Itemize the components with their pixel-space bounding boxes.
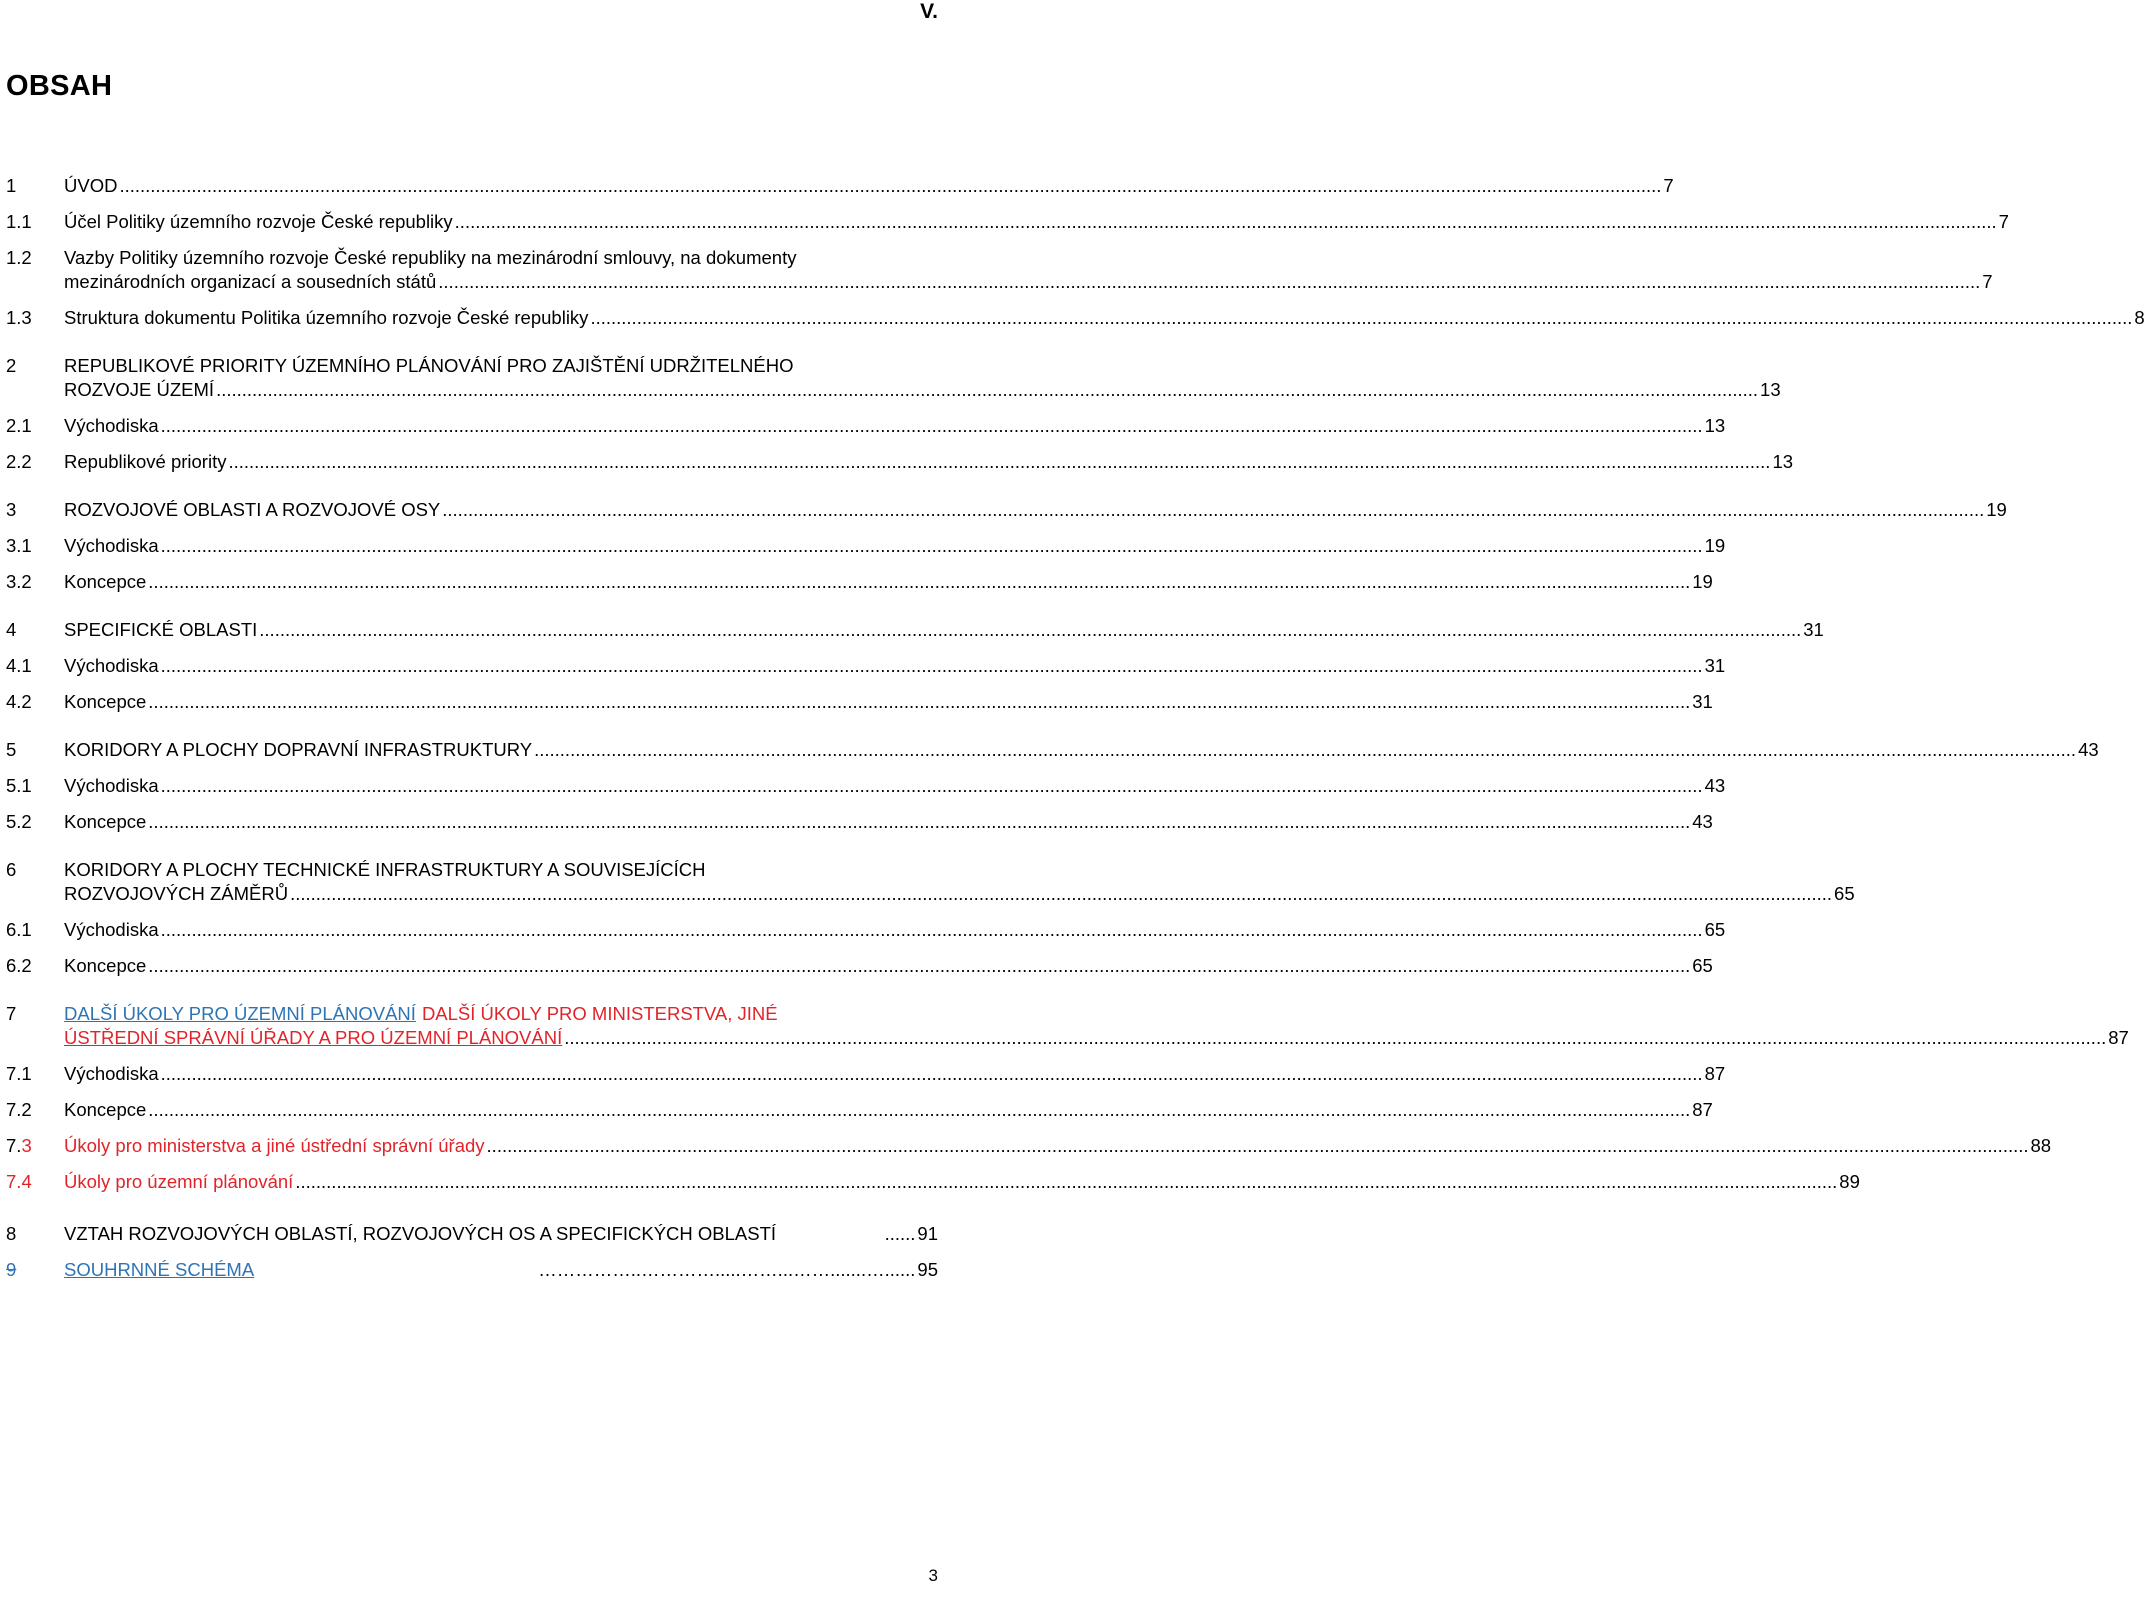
toc-entry-number: 4.2 bbox=[6, 691, 32, 712]
toc-entry-deleted-text: DALŠÍ ÚKOLY PRO ÚZEMNÍ PLÁNOVÁNÍ bbox=[64, 1003, 416, 1024]
dot-leader: ............................................................................................................................................................................................................................................................................................................ bbox=[442, 499, 1985, 520]
toc-entry-number: 7.1 bbox=[6, 1063, 32, 1084]
dot-leader: ............................................................................................................................................................................................................................................................................................................ bbox=[290, 883, 1833, 904]
toc-entry-number: 2 bbox=[6, 355, 17, 376]
toc-entry-page: 8 bbox=[2134, 307, 2145, 328]
toc-entry-page: 87 bbox=[1692, 1099, 1713, 1120]
toc-entry-text: ROZVOJE ÚZEMÍ bbox=[64, 379, 215, 400]
toc-entry-page: 7 bbox=[1663, 175, 1674, 196]
dot-leader: ............................................................................................................................................................................................................................................................................................................ bbox=[534, 739, 2077, 760]
toc-entry-number: 1.3 bbox=[6, 307, 32, 328]
toc-entry-number: 4 bbox=[6, 619, 17, 640]
dot-leader: ............................................................................................................................................................................................................................................................................................................ bbox=[160, 1063, 1703, 1084]
toc-entry-page: 31 bbox=[1692, 691, 1713, 712]
dot-leader: ............................................................................................................................................................................................................................................................................................................ bbox=[160, 919, 1703, 940]
toc-entry-number: 9 bbox=[6, 1259, 17, 1280]
toc-entry-page: 65 bbox=[1692, 955, 1713, 976]
toc-entry-page: 43 bbox=[1692, 811, 1713, 832]
toc-entry-number bbox=[6, 1170, 32, 1194]
toc-entry-text: mezinárodních organizací a sousedních států bbox=[64, 271, 437, 292]
dot-leader: ............................................................................................................................................................................................................................................................................................................ bbox=[564, 1027, 2107, 1048]
toc-entry-number: 6 bbox=[6, 859, 17, 880]
toc-entry-text-line1: KORIDORY A PLOCHY TECHNICKÉ INFRASTRUKTURY A SOUVISEJÍCÍCH bbox=[64, 859, 706, 880]
toc-entry-text: Koncepce bbox=[64, 571, 147, 592]
toc-entry-number: 1.1 bbox=[6, 211, 32, 232]
toc-entry-text: Východiska bbox=[64, 919, 159, 940]
dot-leader: ……………..………….....……...…….......…...... bbox=[538, 1259, 916, 1280]
toc-entry-page: 95 bbox=[917, 1259, 938, 1280]
toc-entry-text: ÚSTŘEDNÍ SPRÁVNÍ ÚŘADY A PRO ÚZEMNÍ PLÁNOVÁNÍ bbox=[64, 1027, 563, 1048]
toc-entry-text: Úkoly pro územní plánování bbox=[64, 1171, 294, 1192]
toc-entry-number: 2.2 bbox=[6, 451, 32, 472]
dot-leader: ............................................................................................................................................................................................................................................................................................................ bbox=[228, 451, 1771, 472]
toc-entry-number: 5.1 bbox=[6, 775, 32, 796]
toc-entry-text: Struktura dokumentu Politika územního rozvoje České republiky bbox=[64, 307, 589, 328]
dot-leader: ............................................................................................................................................................................................................................................................................................................ bbox=[454, 211, 1997, 232]
toc-entry-number-prefix: 7. bbox=[6, 1171, 22, 1192]
dot-leader: ............................................................................................................................................................................................................................................................................................................ bbox=[590, 307, 2133, 328]
toc-entry-text: Republikové priority bbox=[64, 451, 227, 472]
dot-leader: ............................................................................................................................................................................................................................................................................................................ bbox=[160, 415, 1703, 436]
toc-entry-number: 3 bbox=[6, 499, 17, 520]
toc-entry-number: 6.2 bbox=[6, 955, 32, 976]
toc-entry-page: 13 bbox=[1772, 451, 1794, 472]
toc-entry-page: 13 bbox=[1704, 415, 1726, 436]
dot-leader: ............................................................................................................................................................................................................................................................................................................ bbox=[148, 691, 1691, 712]
toc-entry-page: 65 bbox=[1704, 919, 1726, 940]
toc-entry-number: 7.2 bbox=[6, 1099, 32, 1120]
toc-entry-text-line1: REPUBLIKOVÉ PRIORITY ÚZEMNÍHO PLÁNOVÁNÍ PRO ZAJIŠTĚNÍ UDRŽITELNÉHO bbox=[64, 355, 794, 376]
toc-entry-text: Východiska bbox=[64, 415, 159, 436]
toc-entry-number: 1.2 bbox=[6, 247, 32, 268]
toc-entry-number-suffix: 3 bbox=[21, 1135, 32, 1156]
dot-leader: ............................................................................................................................................................................................................................................................................................................ bbox=[160, 535, 1703, 556]
toc-entry-page: 87 bbox=[2108, 1027, 2129, 1048]
toc-entry-text: Koncepce bbox=[64, 691, 147, 712]
toc-entry-number: 3.1 bbox=[6, 535, 32, 556]
toc-entry-text: Koncepce bbox=[64, 955, 147, 976]
dot-leader: ............................................................................................................................................................................................................................................................................................................ bbox=[438, 271, 1981, 292]
toc-entry-inserted-text-line1: DALŠÍ ÚKOLY PRO MINISTERSTVA, JINÉ bbox=[421, 1003, 778, 1024]
toc-entry-number: 8 bbox=[6, 1223, 17, 1244]
toc-entry-text: Koncepce bbox=[64, 811, 147, 832]
toc-entry-text: Východiska bbox=[64, 1063, 159, 1084]
toc-entry-page: 19 bbox=[1704, 535, 1726, 556]
dot-leader: ............................................................................................................................................................................................................................................................................................................ bbox=[148, 1099, 1691, 1120]
toc-entry-number: 7 bbox=[6, 1003, 17, 1024]
toc-entry-page: 31 bbox=[1704, 655, 1726, 676]
toc-entry-text: VZTAH ROZVOJOVÝCH OBLASTÍ, ROZVOJOVÝCH OS A SPECIFICKÝCH OBLASTÍ bbox=[64, 1223, 777, 1244]
toc-entry-text-line1: Vazby Politiky územního rozvoje České republiky na mezinárodní smlouvy, na dokumenty bbox=[64, 247, 797, 268]
toc-entry-page: 19 bbox=[1986, 499, 2007, 520]
toc-entry-page: 19 bbox=[1692, 571, 1713, 592]
toc-entry-number: 5 bbox=[6, 739, 17, 760]
toc-entry-number: 4.1 bbox=[6, 655, 32, 676]
toc-entry-page: 43 bbox=[1704, 775, 1726, 796]
toc-entry-text: Účel Politiky územního rozvoje České republiky bbox=[64, 211, 453, 232]
toc-entry-page: 13 bbox=[1760, 379, 1781, 400]
toc-entry-text: SPECIFICKÉ OBLASTI bbox=[64, 619, 258, 640]
toc-entry-text: ÚVOD bbox=[64, 175, 118, 196]
dot-leader: ............................................................................................................................................................................................................................................................................................................ bbox=[148, 811, 1691, 832]
toc-entry-page: 88 bbox=[2030, 1135, 2052, 1156]
toc-entry-text: KORIDORY A PLOCHY DOPRAVNÍ INFRASTRUKTURY bbox=[64, 739, 533, 760]
page-title: OBSAH bbox=[6, 70, 113, 102]
toc-entry-number: 1 bbox=[6, 175, 17, 196]
toc-entry-text: Východiska bbox=[64, 655, 159, 676]
toc-entry-text: Východiska bbox=[64, 535, 159, 556]
dot-leader: ............................................................................................................................................................................................................................................................................................................ bbox=[148, 955, 1691, 976]
toc-entry-page: 31 bbox=[1803, 619, 1824, 640]
dot-leader: ............................................................................................................................................................................................................................................................................................................ bbox=[295, 1171, 1838, 1192]
toc-entry-page: 89 bbox=[1839, 1171, 1860, 1192]
toc-entry-number: 3.2 bbox=[6, 571, 32, 592]
dot-leader: ............................................................................................................................................................................................................................................................................................................ bbox=[259, 619, 1802, 640]
toc-entry-text: ROZVOJOVÉ OBLASTI A ROZVOJOVÉ OSY bbox=[64, 499, 441, 520]
toc-entry-page: 43 bbox=[2078, 739, 2099, 760]
toc-entry-page: 7 bbox=[1982, 271, 1993, 292]
dot-leader: ............................................................................................................................................................................................................................................................................................................ bbox=[486, 1135, 2029, 1156]
dot-leader: ............................................................................................................................................................................................................................................................................................................ bbox=[148, 571, 1691, 592]
dot-leader: ...... bbox=[884, 1223, 916, 1244]
toc-entry-number: 2.1 bbox=[6, 415, 32, 436]
toc-entry-page: 91 bbox=[917, 1223, 938, 1244]
toc-entry-page: 65 bbox=[1834, 883, 1855, 904]
document-corner-mark: V. bbox=[920, 0, 938, 23]
toc-entry-text: Východiska bbox=[64, 775, 159, 796]
dot-leader: ............................................................................................................................................................................................................................................................................................................ bbox=[160, 655, 1703, 676]
dot-leader: ............................................................................................................................................................................................................................................................................................................ bbox=[216, 379, 1759, 400]
dot-leader: ............................................................................................................................................................................................................................................................................................................ bbox=[160, 775, 1703, 796]
dot-leader: ............................................................................................................................................................................................................................................................................................................ bbox=[119, 175, 1662, 196]
page-number: 3 bbox=[928, 1566, 938, 1585]
toc-entry-page: 87 bbox=[1704, 1063, 1726, 1084]
toc-entry-text: ROZVOJOVÝCH ZÁMĚRŮ bbox=[64, 883, 289, 904]
toc-entry-number bbox=[6, 1134, 32, 1158]
toc-entry-text: Koncepce bbox=[64, 1099, 147, 1120]
toc-entry-number: 5.2 bbox=[6, 811, 32, 832]
toc-entry-number-suffix: 4 bbox=[21, 1171, 32, 1192]
toc-entry-page: 7 bbox=[1998, 211, 2009, 232]
toc-entry-number-prefix: 7. bbox=[6, 1135, 22, 1156]
toc-entry-number: 6.1 bbox=[6, 919, 32, 940]
toc-entry-text: SOUHRNNÉ SCHÉMA bbox=[64, 1259, 255, 1280]
toc-entry-text: Úkoly pro ministerstva a jiné ústřední správní úřady bbox=[64, 1135, 485, 1156]
